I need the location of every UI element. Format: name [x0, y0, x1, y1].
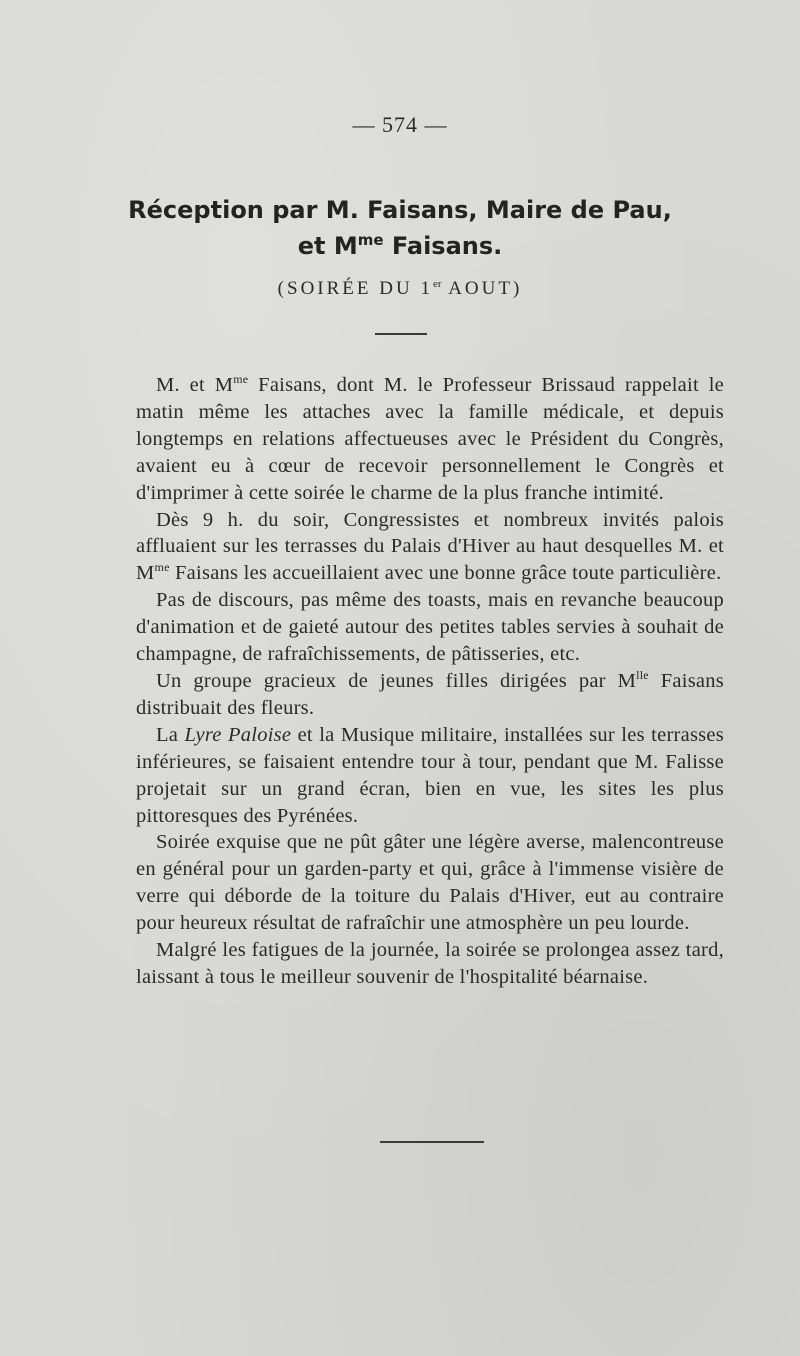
paragraph-2 — [136, 507, 724, 588]
paragraph-4 — [136, 668, 724, 722]
divider-bottom — [380, 1141, 484, 1143]
page-title — [0, 192, 800, 264]
paragraph-4-part-b: Faisans distribuait des fleurs. — [136, 669, 725, 719]
paragraph-7: Malgré les fatigues de la journée, la soirée se prolongea assez tard, laissant à tous le meilleur souvenir de l'hospitalité béarnaise. — [136, 939, 724, 988]
title-line-2-suffix: Faisans. — [383, 232, 503, 260]
subtitle-prefix: (SOIRÉE DU 1 — [277, 278, 433, 299]
paragraph-1-part-a: M. et M — [156, 374, 234, 396]
page-number: — 574 — — [352, 112, 448, 137]
paragraph-4-sup: lle — [636, 667, 649, 682]
paragraph-4-part-a: Un groupe gracieux de jeunes filles dirigées par M — [156, 669, 637, 692]
title-line-2 — [0, 228, 800, 264]
paragraph-5-italic: Lyre Paloise — [184, 723, 292, 746]
paragraph-2-part-b: Faisans les accueillaient avec une bonne grâce toute particulière. — [169, 562, 722, 585]
paragraph-1-sup: me — [233, 372, 249, 386]
paragraph-6: Soirée exquise que ne pût gâter une légère averse, malencontreuse en général pour un garden-party et qui, grâce à l'immense visière de verre qui déborde de la toiture du Palais d'Hiver, eut au contraire pour heureux résultat de rafraîchir une atmosphère un peu lourde. — [136, 831, 724, 935]
body-text — [136, 372, 724, 991]
paragraph-1-part-b: Faisans, dont M. le Professeur Brissaud rappelait le matin même les attaches avec la famille médicale, et depuis longtemps en relations affectueuses avec le Président du Congrès, avaient eu à cœur de recevoir personnellement le Congrès et d'imprimer à cette soirée le charme de la plus franche intimité. — [136, 374, 724, 504]
title-line-1: Réception par M. Faisans, Maire de Pau, — [128, 196, 672, 224]
subtitle-sup: er — [432, 278, 442, 290]
title-line-2-sup: me — [357, 231, 384, 249]
paragraph-5 — [136, 722, 724, 830]
paragraph-5-part-b: et la Musique militaire, installées sur les terrasses inférieures, se faisaient entendre tour à tour, pendant que M. Falisse projetait sur un grand écran, bien en vue, les sites les plus pittoresques des Pyrénées. — [136, 723, 724, 827]
paragraph-1 — [136, 372, 724, 507]
paragraph-5-part-a: La — [156, 723, 185, 746]
title-line-2-prefix: et M — [297, 232, 358, 260]
subtitle-suffix: AOUT) — [441, 278, 523, 299]
paragraph-3: Pas de discours, pas même des toasts, mais en revanche beaucoup d'animation et de gaieté autour des petites tables servies à souhait de champagne, de rafraîchissements, de pâtisseries, etc. — [136, 589, 724, 666]
divider-top — [375, 333, 427, 335]
paragraph-2-part-a: Dès 9 h. du soir, Congressistes et nombreux invités palois affluaient sur les terrasses du Palais d'Hiver au haut desquelles M. et M — [136, 508, 724, 585]
paragraph-2-sup: me — [154, 560, 170, 575]
subtitle — [0, 278, 800, 300]
